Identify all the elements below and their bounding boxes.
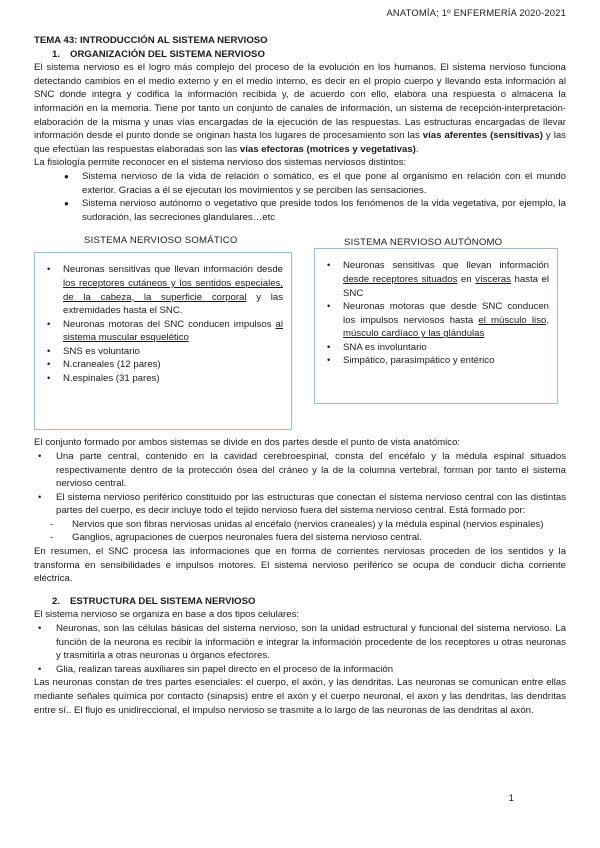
underlined-text: el músculo liso, músculo cardíaco y las glándulas — [343, 314, 549, 340]
list-item — [45, 318, 283, 345]
section-1-heading — [34, 48, 566, 62]
list-item — [325, 259, 549, 300]
anatomy-intro: El conjunto formado por ambos sistemas se divide en dos partes desde el punto de vista anatómico: — [34, 437, 461, 449]
item-text: en — [457, 273, 476, 285]
item-text: Neuronas motoras que desde SNC conducen los impulsos nerviosos hasta — [343, 301, 549, 326]
anatomy-summary: En resumen, el SNC procesa las informaciones que en forma de corrientes nerviosas proceden de los sentidos y la transforma en sensibilidades e impulsos motores. El sistema nervioso periférico se ocupa de conducir dicha corriente eléctrica. — [34, 546, 566, 585]
page-number: 1 — [508, 793, 514, 804]
anatomy-subparts-list — [34, 518, 566, 545]
list-item: ● Sistema nervioso de la vida de relación o somático, es el que pone al organismo en relación con el mundo exterior. Gracias a él se ejecutan los movimientos y se perciben las sensaciones. — [64, 170, 566, 197]
section-1-number: 1. — [52, 48, 61, 60]
section-1-paragraph — [34, 61, 566, 156]
list-item: • N.craneales (12 pares) — [45, 358, 283, 372]
bold-term-afferent: vías aferentes (sensitivas) — [422, 130, 543, 142]
section-2-heading — [34, 595, 566, 609]
section-2-title: ESTRUCTURA DEL SISTEMA NERVIOSO — [70, 595, 256, 607]
list-item — [325, 300, 549, 341]
item-text: Neuronas sensitivas que llevan información — [343, 260, 549, 272]
list-item: • Glia, realizan tareas auxiliares sin papel directo en el proceso de la información — [34, 663, 566, 677]
item-text: Neuronas motoras del SNC conducen impulsos — [63, 318, 276, 330]
section-1-title: ORGANIZACIÓN DEL SISTEMA NERVIOSO — [70, 48, 265, 60]
somatic-box-title: SISTEMA NERVIOSO SOMÁTICO — [84, 235, 238, 247]
autonomic-box-title: SISTEMA NERVIOSO AUTÓNOMO — [344, 237, 503, 249]
tema-title: TEMA 43: INTRODUCCIÓN AL SISTEMA NERVIOSO — [34, 35, 268, 46]
systems-list — [34, 170, 566, 224]
list-item: • Una parte central, contenido en la cavidad cerebroespinal, consta del encéfalo y la médula espinal situados respectivamente dentro de la protección ósea del cráneo y la de la columna vertebral, forman por tanto el sistema nervioso central. — [34, 450, 566, 491]
list-item — [45, 263, 283, 317]
bold-term-efferent: vías efectoras (motrices y vegetativas) — [239, 143, 416, 155]
cell-types-list — [34, 622, 566, 676]
list-item: • SNA es involuntario — [325, 341, 549, 355]
comparison-boxes — [34, 230, 566, 436]
somatic-box — [34, 252, 292, 430]
underlined-text: al sistema muscular esquelético — [63, 318, 283, 344]
list-item: • El sistema nervioso periférico constituido por las estructuras que conectan el sistema nervioso central con las distintas partes del cuerpo, es decir incluye todo el tejido nervioso fuera del sistema nervioso central. Está formado por: — [34, 491, 566, 518]
list-item: • Neuronas, son las células básicas del sistema nervioso, son la unidad estructural y funcional del sistema nervioso. La función de la neurona es recibir la información e integrar la información procedente de los receptores u otras neuronas y trasmitirla a otras neuronas u órganos efectores. — [34, 622, 566, 663]
list-item: ● Sistema nervioso autónomo o vegetativo que preside todos los fenómenos de la vida vegetativa, por ejemplo, la sudoración, las secreciones glandulares…etc — [64, 197, 566, 224]
page-header: ANATOMÍA; 1º ENFERMERÍA 2020-2021 — [386, 7, 566, 18]
list-item: - Ganglios, agrupaciones de cuerpos neuronales fuera del sistema nervioso central. — [42, 531, 566, 545]
anatomy-parts-list — [34, 450, 566, 518]
item-text: hasta el SNC — [343, 273, 549, 299]
para-text: El sistema nervioso es el logro más complejo del proceso de la evolución en los humanos. El sistema nervioso funciona detectando cambios en el medio externo y en el medio interno, es decir en el propio cuerpo y llevando esta información al SNC donde integra y codifica la información recibida y, de acuerdo con ello, elabora una respuesta o almacena la información en la memoria. Tiene por tanto un conjunto de canales de información, un sistema de recepción-interpretación-elaboración de la misma y unas vías encargadas de la ejecución de las respuestas. Las estructuras encargadas de llevar información desde el punto donde se originan hasta los lugares de procesamiento son las — [34, 62, 566, 142]
para-text: y las que efectúan las respuestas elaboradas son las — [34, 130, 566, 155]
section-2-number: 2. — [52, 595, 61, 607]
autonomic-box — [314, 248, 558, 404]
item-text: Neuronas sensitivas que llevan información desde — [63, 264, 283, 276]
underlined-text: desde receptores situados — [343, 273, 458, 285]
para-text: . — [415, 143, 419, 155]
systems-intro: La fisiología permite reconocer en el sistema nervioso dos sistemas nerviosos distintos: — [34, 157, 407, 169]
underlined-text: vísceras — [475, 273, 511, 285]
list-item: • SNS es voluntario — [45, 345, 283, 359]
list-item: • N.espinales (31 pares) — [45, 372, 283, 386]
section-2-intro: El sistema nervioso se organiza en base a dos tipos celulares: — [34, 609, 300, 621]
document-body — [34, 34, 566, 717]
list-item: - Nervios que son fibras nerviosas unidas al encéfalo (nervios craneales) y la médula espinal (nervios espinales) — [42, 518, 566, 532]
item-text: y las extremidades hasta el SNC. — [63, 291, 283, 317]
section-2-closing: Las neuronas constan de tres partes esenciales: el cuerpo, el axón, y las dendritas. Las neuronas se comunican entre ellas mediante señales química por contacto (sinapsis) entre el axón y el cuerpo neuronal, el axon y las dendritas, las dendritas entre sí.. El flujo es unidireccional, el impulso nervioso se trasmite a lo largo de las neuronas de las dendritas al axón. — [34, 677, 566, 716]
list-item: • Simpático, parasimpático y entérico — [325, 354, 549, 368]
underlined-text: los receptores cutáneos y los sentidos especiales, de la cabeza, la superficie corporal — [63, 277, 283, 303]
